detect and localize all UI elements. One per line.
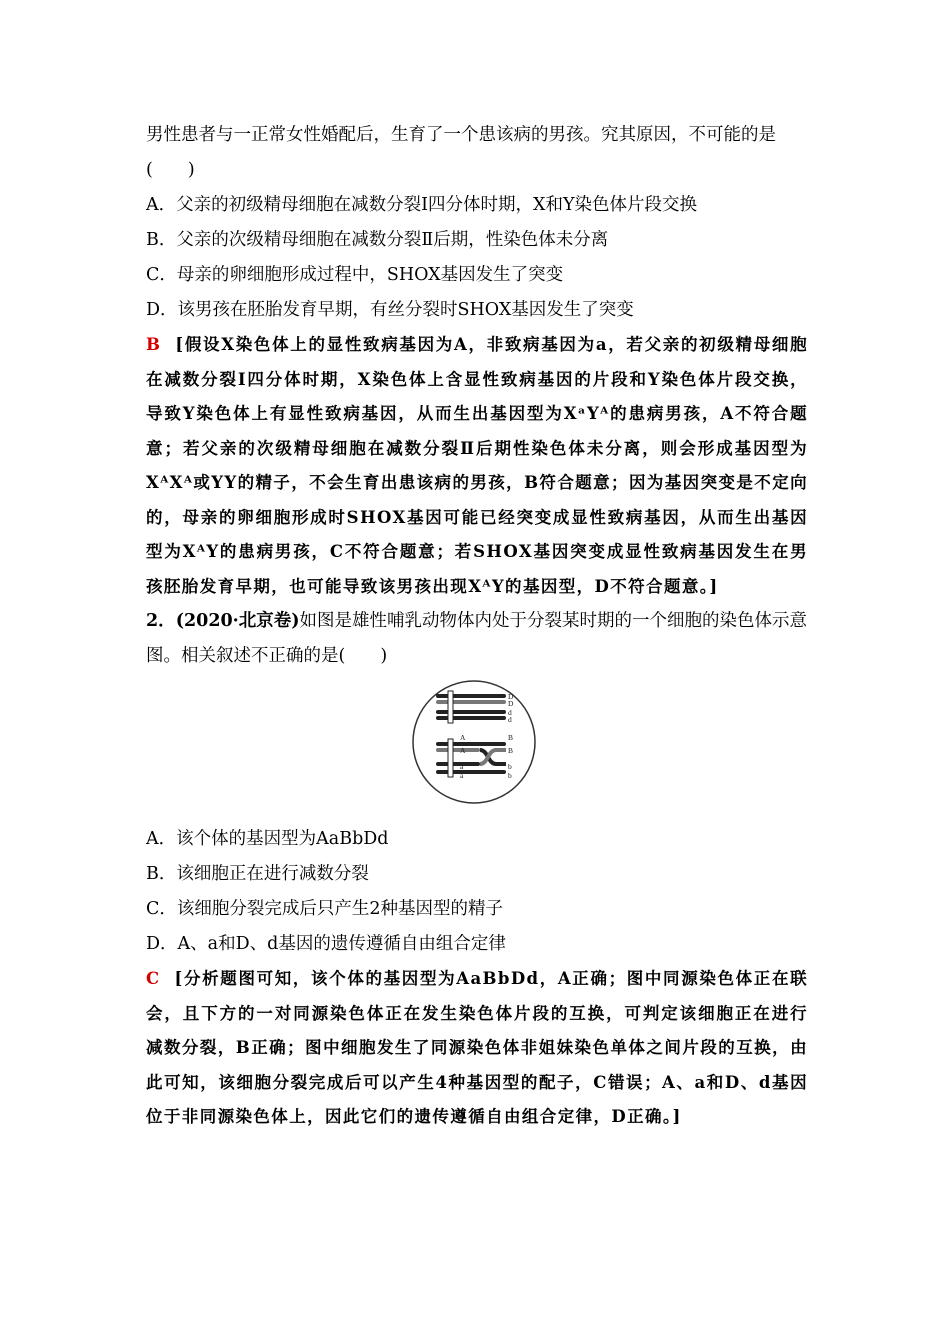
q2-number: 2． [146,611,176,631]
q2-option-b: B．该细胞正在进行减数分裂 [146,864,369,884]
gene-label: D [508,699,514,708]
q1-answer-letter: B [146,335,162,354]
gene-label: d [508,708,512,717]
q1-option-c: C．母亲的卵细胞形成过程中，SHOX基因发生了突变 [146,265,564,285]
chromosome-figure [146,678,808,818]
q2-stem-text: 如图是雄性哺乳动物体内处于分裂某时期的一个细胞的染色体示意图。相关叙述不正确的是( ) [146,611,808,666]
document-page [146,118,808,1135]
q1-option-d: D．该男孩在胚胎发育早期，有丝分裂时SHOX基因发生了突变 [146,300,634,320]
q1-option-b: B．父亲的次级精母细胞在减数分裂Ⅱ后期，性染色体未分离 [146,230,609,250]
gene-label: b [508,762,512,771]
q1-stem: 男性患者与一正常女性婚配后，生育了一个患该病的男孩。究其原因，不可能的是( ) [146,125,776,180]
q1-option-a: A．父亲的初级精母细胞在减数分裂Ⅰ四分体时期，X和Y染色体片段交换 [146,195,698,215]
q1-answer-block [146,328,808,604]
gene-label: d [508,715,512,724]
gene-label: b [508,771,512,780]
q2-option-d: D．A、a和D、d基因的遗传遵循自由组合定律 [146,934,506,954]
gene-label: A [460,746,466,755]
gene-label: a [460,762,464,771]
q2-option-c: C．该细胞分裂完成后只产生2种基因型的精子 [146,899,504,919]
gene-label: B [508,746,514,755]
q2-stem [146,604,808,674]
q2-answer-letter: C [146,969,161,988]
q2-source: (2020·北京卷) [175,611,300,631]
chromosome-diagram [410,678,538,806]
q1-explanation: [假设X染色体上的显性致病基因为A，非致病基因为a，若父亲的初级精母细胞在减数分裂Ⅰ四分体时期，X染色体上含显性致病基因的片段和Y染色体片段交换，导致Y染色体上有显性致病基因，从而生出基因型为XᵃYᴬ的患病男孩，A不符合题意；若父亲的次级精母细胞在减数分裂Ⅱ后期性染色体未分离，则会形成基因型为XᴬXᴬ或YY的精子，不会生育出患该病的男孩，B符合题意；因为基因突变是不定向的，母亲的卵细胞形成时SHOX基因可能已经突变成显性致病基因，从而生出基因型为XᴬY的患病男孩，C不符合题意；若SHOX基因突变成显性致病基因发生在男孩胚胎发育早期，也可能导致该男孩出现XᴬY的基因型，D不符合题意。] [146,335,808,596]
q2-option-a: A．该个体的基因型为AaBbDd [146,829,389,849]
gene-label: a [460,771,464,780]
gene-label: B [508,733,514,742]
gene-label: D [508,692,514,701]
gene-label: A [460,733,466,742]
q2-explanation: [分析题图可知，该个体的基因型为AaBbDd，A正确；图中同源染色体正在联会，且下方的一对同源染色体正在发生染色体片段的互换，可判定该细胞正在进行减数分裂，B正确；图中细胞发生了同源染色体非姐妹染色单体之间片段的互换，由此可知，该细胞分裂完成后可以产生4种基因型的配子，C错误；A、a和D、d基因位于非同源染色体上，因此它们的遗传遵循自由组合定律，D正确。] [146,969,808,1126]
q2-answer-block [146,962,808,1135]
